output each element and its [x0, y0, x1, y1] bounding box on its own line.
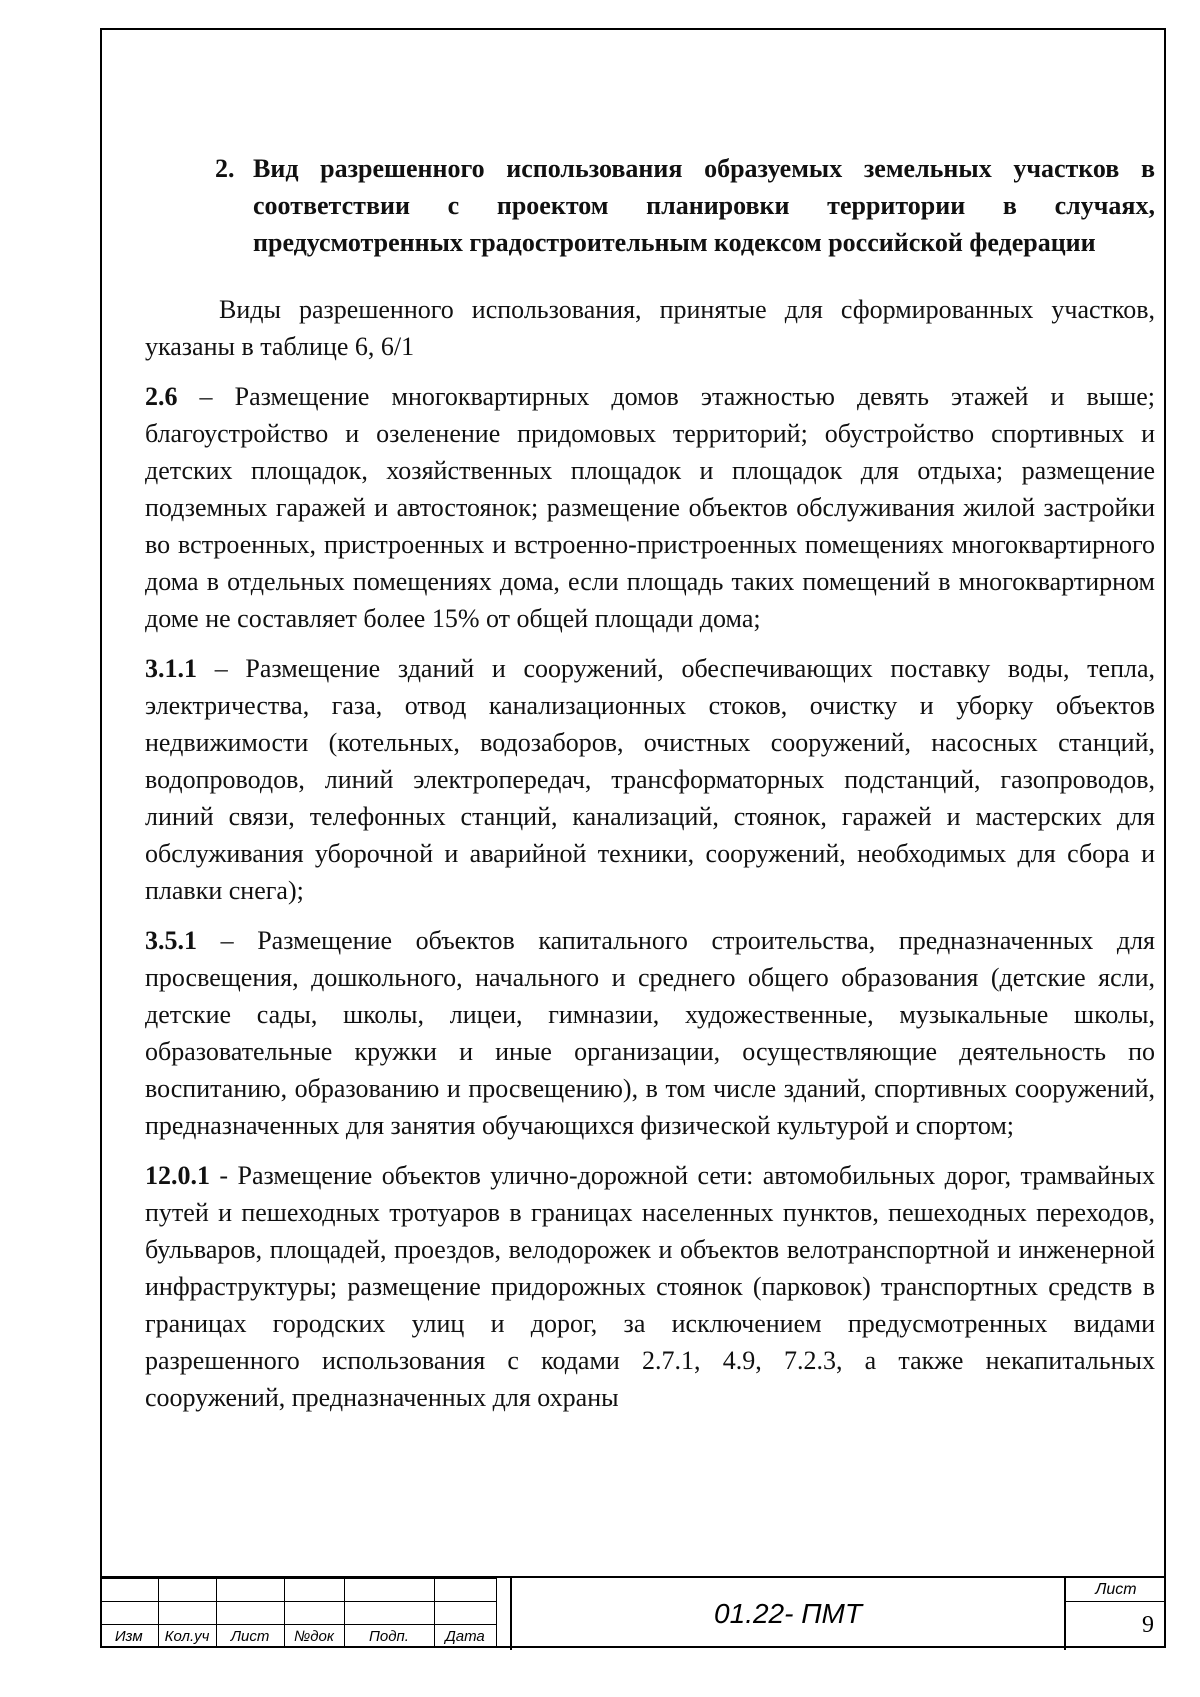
column-label: №док: [284, 1625, 344, 1648]
use-description: Размещение зданий и сооружений, обеспечивающих поставку воды, тепла, электричества, газа, отвод канализационных стоков, очистку и уборку объектов недвижимости (котельных, водозаборов, очистных сооружений, насосных станций, водопроводов, линий электропередач, трансформаторных подстанций, газопроводов, линий связи, телефонных станций, канализаций, стоянок, гаражей и мастерских для обслуживания уборочной и аварийной техники, сооружений, необходимых для сбора и плавки снега);: [145, 654, 1156, 905]
list-item: [145, 378, 1155, 637]
stamp-cell: [158, 1602, 216, 1625]
column-label: Подп.: [344, 1625, 434, 1648]
sheet-number: 9: [1142, 1612, 1154, 1638]
stamp-cell: [434, 1579, 496, 1602]
sheet-label: Лист: [1066, 1578, 1166, 1602]
column-label: Кол.уч: [158, 1625, 216, 1648]
use-description: Размещение многоквартирных домов этажностью девять этажей и выше; благоустройство и озеленение придомовых территорий; обустройство спортивных и детских площадок, хозяйственных площадок и площадок для отдыха; размещение подземных гаражей и автостоянок; размещение объектов обслуживания жилой застройки во встроенных, пристроенных и встроенно-пристроенных помещениях многоквартирного дома в отдельных помещениях дома, если площадь таких помещений в многоквартирном доме не составляет более 15% от общей площади дома;: [145, 382, 1155, 633]
stamp-cell: [284, 1602, 344, 1625]
stamp-cell: [344, 1602, 434, 1625]
use-description: Размещение объектов улично-дорожной сети: автомобильных дорог, трамвайных путей и пешеходных тротуаров в границах населенных пунктов, пешеходных переходов, бульваров, площадей, проездов, велодорожек и объектов велотранспортной и инженерной инфраструктуры; размещение придорожных стоянок (парковок) транспортных средств в границах городских улиц и дорог, за исключением предусмотренных видами разрешенного использования с кодами 2.7.1, 4.9, 7.2.3, а также некапитальных сооружений, предназначенных для охраны: [145, 1161, 1155, 1412]
column-label: Лист: [216, 1625, 284, 1648]
section-title: Вид разрешенного использования образуемых земельных участков в соответствии с проектом планировки территории в случаях, предусмотренных градостроительным кодексом российской федерации: [253, 154, 1155, 257]
revision-table: [100, 1578, 497, 1648]
use-code: 12.0.1: [145, 1161, 210, 1190]
stamp-cell: [284, 1579, 344, 1602]
stamp-cell: [216, 1602, 284, 1625]
column-label: Дата: [434, 1625, 496, 1648]
list-item: [145, 650, 1155, 909]
separator: –: [177, 382, 235, 411]
stamp-cell: [100, 1602, 158, 1625]
stamp-cell: [216, 1579, 284, 1602]
section-number: 2.: [215, 154, 235, 183]
stamp-cell: [158, 1579, 216, 1602]
stamp-cell: [100, 1579, 158, 1602]
use-code: 3.1.1: [145, 654, 197, 683]
intro-paragraph: Виды разрешенного использования, принятые для сформированных участков, указаны в таблице 6, 6/1: [145, 295, 1155, 361]
document-body: [145, 150, 1155, 1429]
title-block: [100, 1576, 1166, 1648]
stamp-cell: [434, 1602, 496, 1625]
use-code: 2.6: [145, 382, 178, 411]
section-heading: [215, 150, 1155, 261]
list-item: [145, 922, 1155, 1144]
column-label: Изм: [100, 1625, 158, 1648]
use-description: Размещение объектов капитального строительства, предназначенных для просвещения, дошкольного, начального и среднего общего образования (детские ясли, детские сады, школы, лицеи, гимназии, художественные, музыкальные школы, образовательные кружки и иные организации, осуществляющие деятельность по воспитанию, образованию и просвещению), в том числе зданий, спортивных сооружений, предназначенных для занятия обучающихся физической культурой и спортом;: [145, 926, 1156, 1140]
separator: –: [197, 654, 246, 683]
sheet-box: [1064, 1578, 1166, 1650]
list-item: [145, 1157, 1155, 1416]
separator: –: [197, 926, 258, 955]
separator: -: [210, 1161, 238, 1190]
document-code: 01.22- ПМТ: [510, 1578, 1064, 1650]
stamp-cell: [344, 1579, 434, 1602]
use-code: 3.5.1: [145, 926, 197, 955]
